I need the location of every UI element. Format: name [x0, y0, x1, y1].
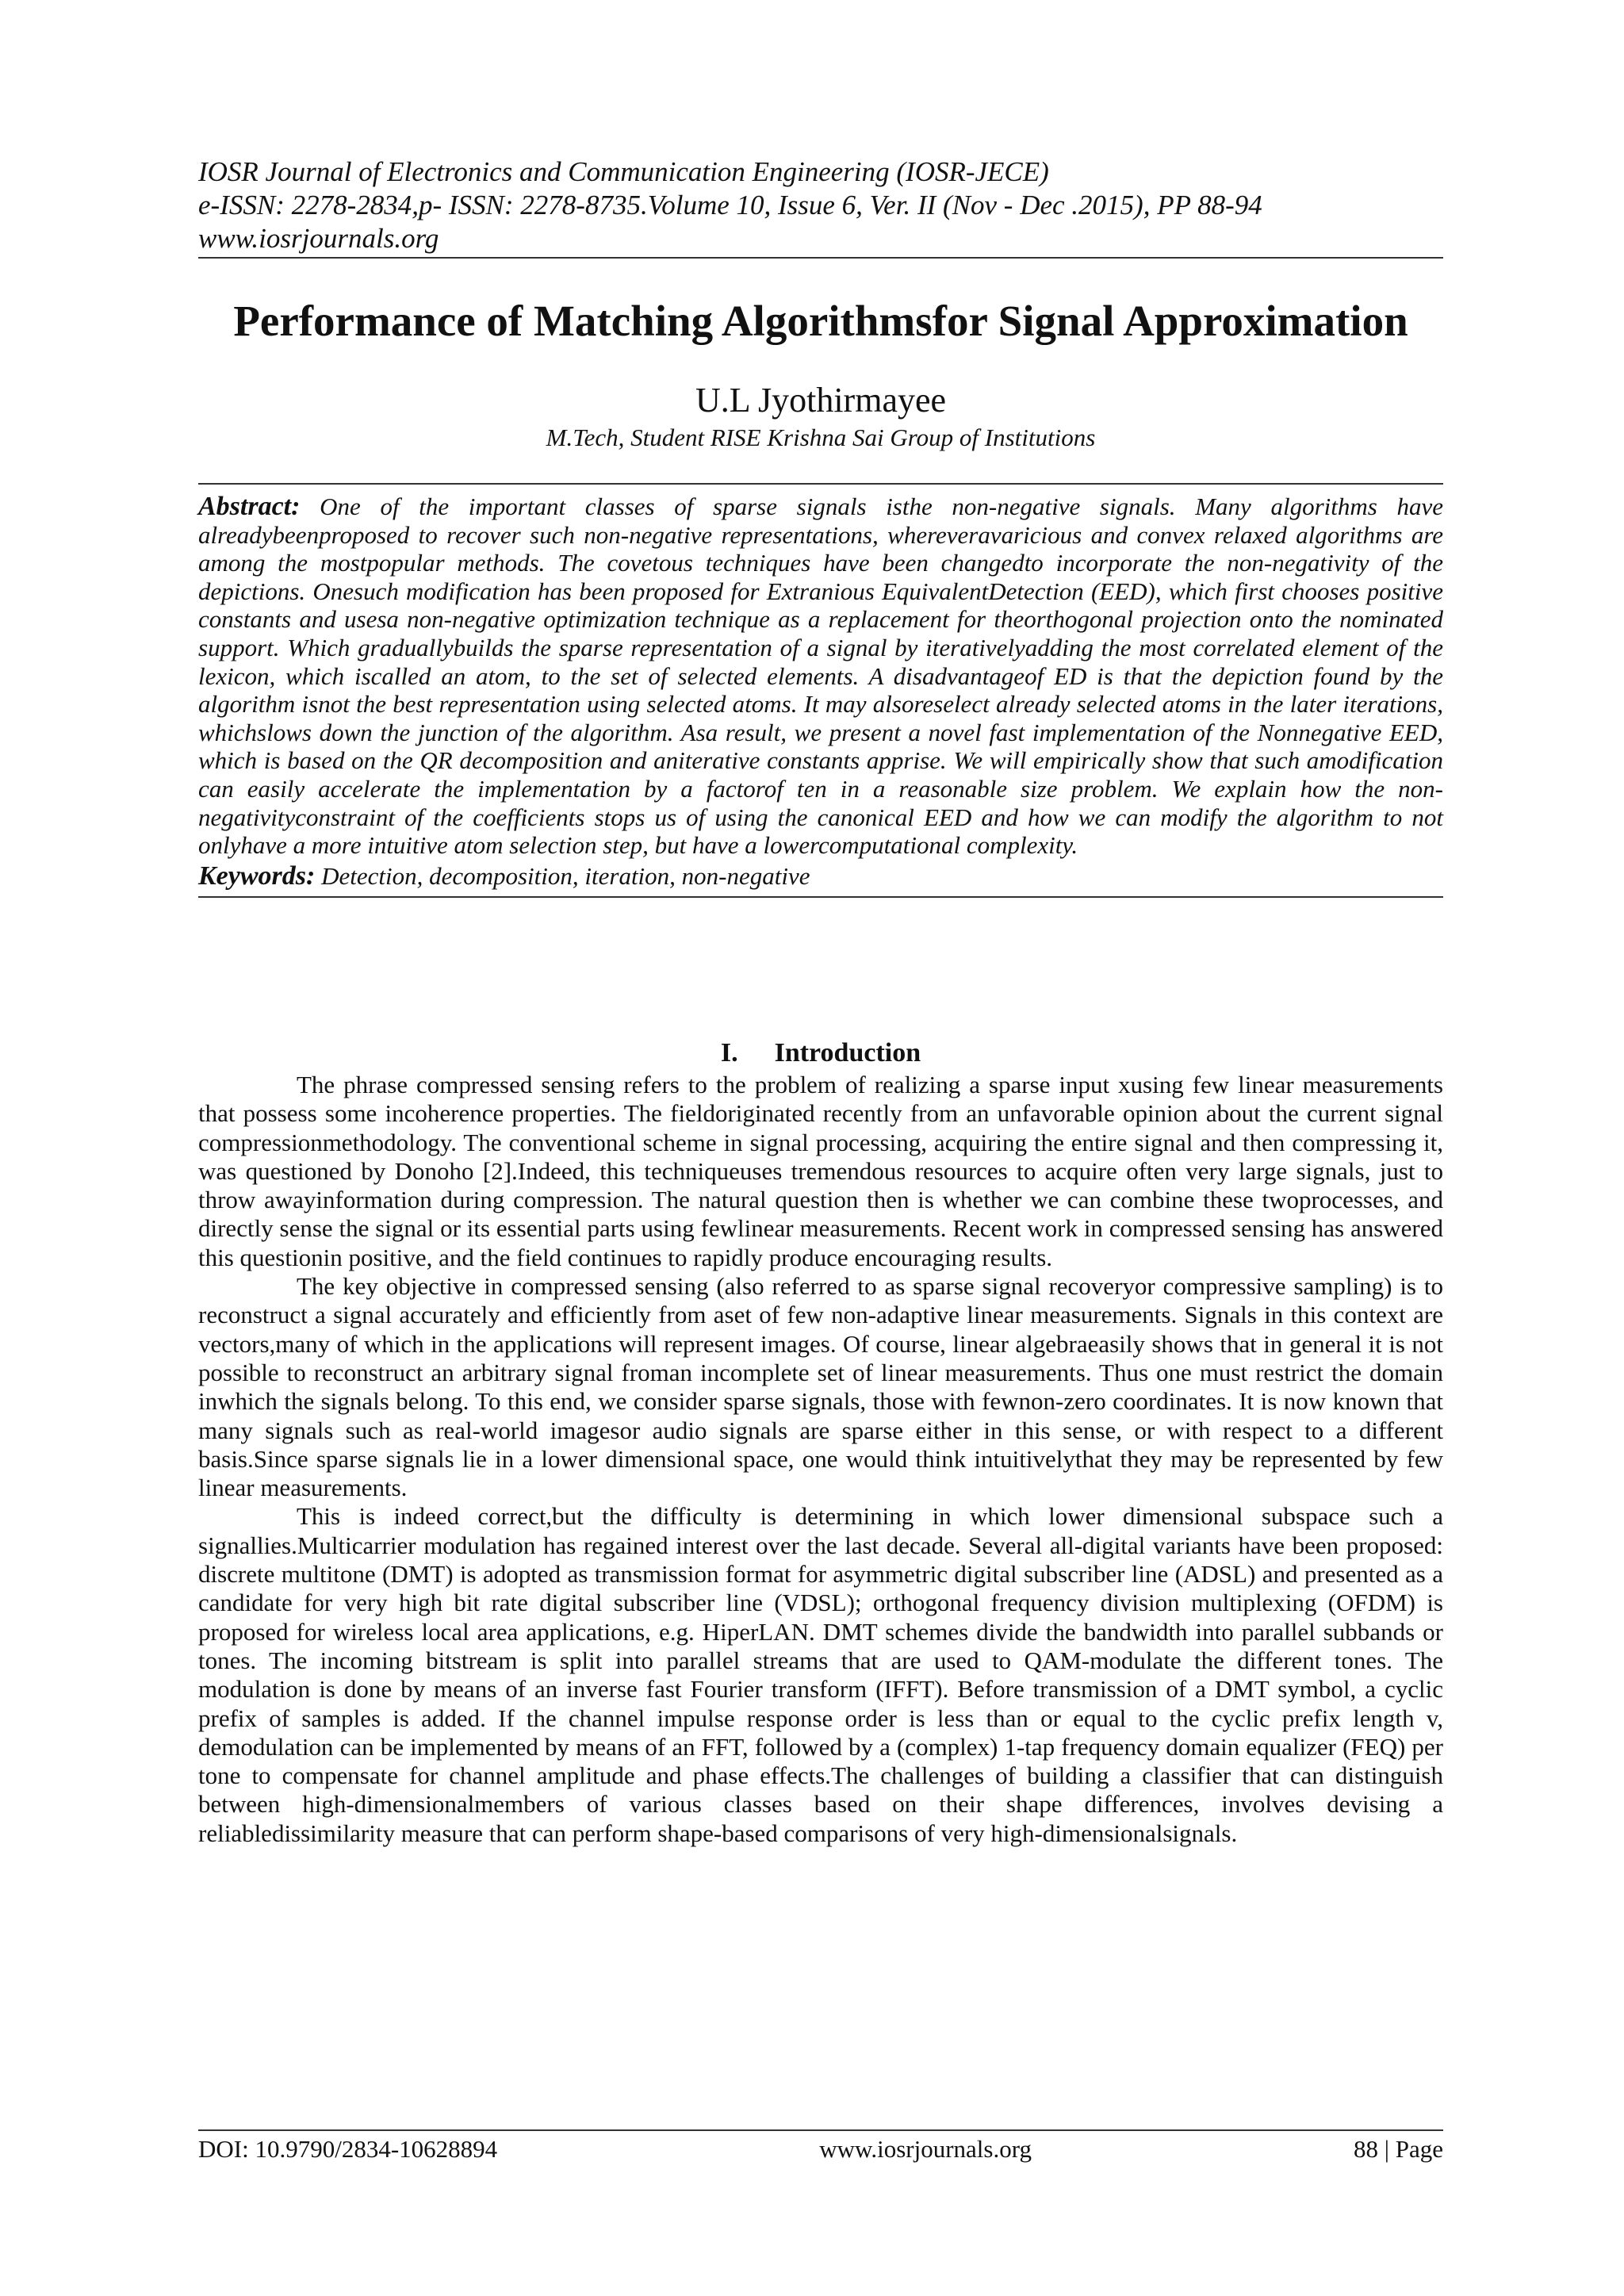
- author-affiliation: M.Tech, Student RISE Krishna Sai Group of Institutions: [546, 424, 1096, 451]
- section-title: Introduction: [774, 1038, 921, 1068]
- keywords-label: Keywords:: [198, 861, 316, 891]
- journal-website[interactable]: www.iosrjournals.org: [198, 223, 439, 254]
- paragraph: The phrase compressed sensing refers to the problem of realizing a sparse input xusing few linear measurements that possess some incoherence properties. The fieldoriginated recently from an unfavorable opinion about the current signal compressionmethodology. The conventional scheme in signal processing, acquiring the entire signal and then compressing it, was questioned by Donoho [2].Indeed, this techniqueuses tremendous resources to acquire often very large signals, just to throw awayinformation during compression. The natural question then is whether we can combine these twoprocesses, and directly sense the signal or its essential parts using fewlinear measurements. Recent work in compressed sensing has answered this questionin positive, and the field continues to rapidly produce encouraging results.: [198, 1071, 1443, 1271]
- abstract-label: Abstract:: [198, 492, 301, 521]
- paragraph: This is indeed correct,but the difficulty is determining in which lower dimensional subspace such a signallies.Multicarrier modulation has regained interest over the last decade. Several all-digital variants have been proposed: discrete multitone (DMT) is adopted as transmission format for asymmetric digital subscriber line (ADSL) and presented as a candidate for very high bit rate digital subscriber line (VDSL); orthogonal frequency division multiplexing (OFDM) is proposed for wireless local area applications, e.g. HiperLAN. DMT schemes divide the bandwidth into parallel subbands or tones. The incoming bitstream is split into parallel streams that are used to QAM-modulate the different tones. The modulation is done by means of an inverse fast Fourier transform (IFFT). Before transmission of a DMT symbol, a cyclic prefix of samples is added. If the channel impulse response order is less than or equal to the cyclic prefix length v, demodulation can be implemented by means of an FFT, followed by a (complex) 1-tap frequency domain equalizer (FEQ) per tone to compensate for channel amplitude and phase effects.The challenges of building a classifier that can distinguish between high-dimensionalmembers of various classes based on their shape differences, involves devising a reliabledissimilarity measure that can perform shape-based comparisons of very high-dimensionalsignals.: [198, 1502, 1443, 1847]
- footer-website[interactable]: www.iosrjournals.org: [819, 2135, 1032, 2163]
- paragraph: The key objective in compressed sensing (also referred to as sparse signal recoveryor compressive sampling) is to reconstruct a signal accurately and efficiently from aset of few non-adaptive linear measurements. Signals in this context are vectors,many of which in the applications will represent images. Of course, linear algebraeasily shows that in general it is not possible to reconstruct an arbitrary signal froman incomplete set of linear measurements. Thus one must restrict the domain inwhich the signals belong. To this end, we consider sparse signals, those with fewnon-zero coordinates. It is now known that many signals such as real-world imagesor audio signals are sparse either in this sense, or with respect to a different basis.Since sparse signals lie in a lower dimensional space, one would think intuitivelythat they may be represented by few linear measurements.: [198, 1272, 1443, 1502]
- introduction-body: [198, 1071, 1443, 1848]
- footer-doi: DOI: 10.9790/2834-10628894: [198, 2135, 498, 2163]
- journal-issn: e-ISSN: 2278-2834,p- ISSN: 2278-8735.Volume 10, Issue 6, Ver. II (Nov - Dec .2015), PP 88-94: [198, 190, 1262, 220]
- abstract: [198, 493, 1443, 860]
- abstract-text: One of the important classes of sparse signals isthe non-negative signals. Many algorithms have alreadybeenproposed to recover such non-negative representations, whereveravaricious and convex relaxed algorithms are among the mostpopular methods. The covetous techniques have been changedto incorporate the non-negativity of the depictions. Onesuch modification has been proposed for Extranious EquivalentDetection (EED), which first chooses positive constants and usesa non-negative optimization technique as a replacement for theorthogonal projection onto the nominated support. Which graduallybuilds the sparse representation of a signal by iterativelyadding the most correlated element of the lexicon, which iscalled an atom, to the set of selected elements. A disadvantageof ED is that the depiction found by the algorithm isnot the best representation using selected atoms. It may alsoreselect already selected atoms in the later iterations, whichslows down the junction of the algorithm. Asa result, we present a novel fast implementation of the Nonnegative EED, which is based on the QR decomposition and aniterative constants apprise. We will empirically show that such amodification can easily accelerate the implementation by a factorof ten in a reasonable size problem. We explain how the non-negativityconstraint of the coefficients stops us of using the canonical EED and how we can modify the algorithm to not onlyhave a more intuitive atom selection step, but have a lowercomputational complexity.: [198, 493, 1443, 860]
- section-heading-introduction: [198, 1037, 1443, 1069]
- author-name: U.L Jyothirmayee: [695, 381, 947, 420]
- footer-page-number: 88 | Page: [1354, 2135, 1443, 2163]
- journal-header: [198, 155, 1443, 259]
- keywords-text: Detection, decomposition, iteration, non-negative: [321, 861, 810, 890]
- page-footer: [198, 2129, 1443, 2164]
- keywords: [198, 861, 1443, 891]
- abstract-block: [198, 483, 1443, 898]
- paper-title: Performance of Matching Algorithmsfor Signal Approximation: [233, 297, 1408, 345]
- journal-name: IOSR Journal of Electronics and Communication Engineering (IOSR-JECE): [198, 156, 1049, 187]
- section-number: I.: [720, 1038, 738, 1068]
